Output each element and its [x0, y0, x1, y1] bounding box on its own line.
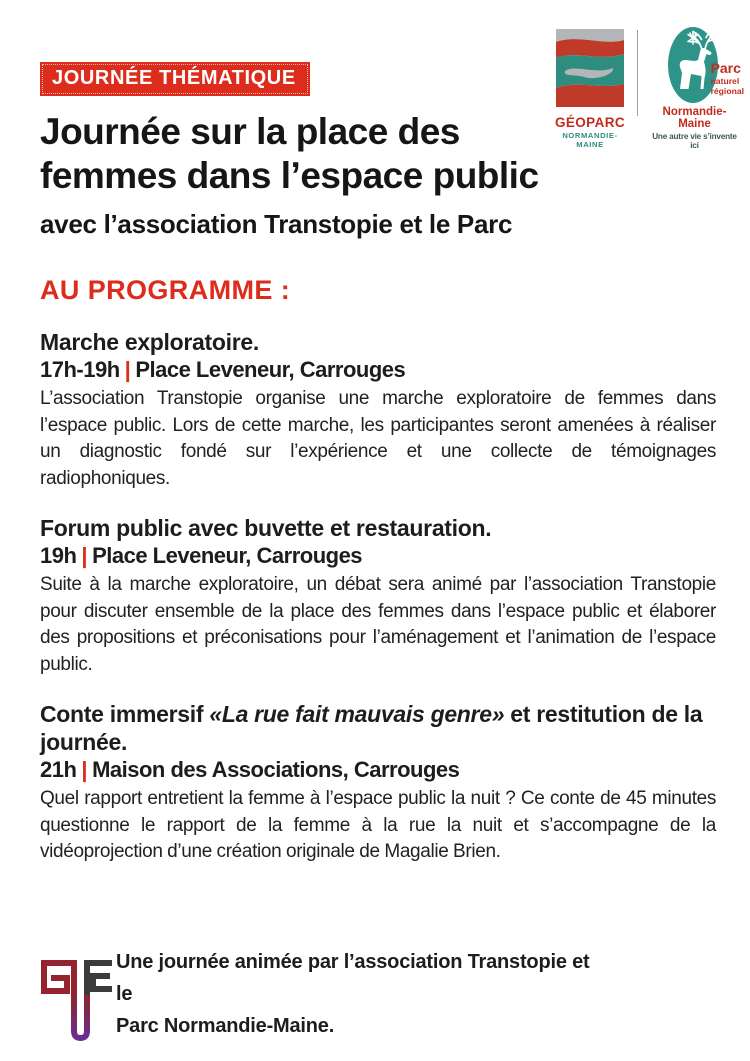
thematic-day-badge-label: JOURNÉE THÉMATIQUE: [52, 67, 296, 89]
parc-word: Parc: [710, 60, 741, 76]
event-when: [40, 542, 716, 570]
footer-credit: [116, 946, 596, 1042]
time-place-separator: |: [81, 757, 88, 782]
event-time: 19h: [40, 543, 77, 568]
page-title-line2: femmes dans l’espace public: [40, 155, 539, 196]
event-title: Forum public avec buvette et restauration.: [40, 515, 492, 541]
event-forum-public: [40, 514, 716, 678]
page-subtitle: avec l’association Transtopie et le Parc: [40, 209, 513, 239]
event-when: [40, 356, 716, 384]
event-place: Place Leveneur, Carrouges: [135, 357, 406, 382]
event-conte-immersif: [40, 700, 716, 866]
page-title-line1: Journée sur la place des: [40, 111, 460, 152]
event-place: Maison des Associations, Carrouges: [92, 757, 460, 782]
event-title: [40, 700, 716, 756]
parc-tagline: Une autre vie s’invente ici: [652, 132, 737, 150]
footer-credit-line2: Parc Normandie-Maine.: [116, 1015, 335, 1037]
page-title: [40, 110, 716, 198]
event-place: Place Leveneur, Carrouges: [92, 543, 363, 568]
geoparc-subname: NORMANDIE-MAINE: [562, 131, 618, 149]
event-title: Marche exploratoire.: [40, 329, 259, 355]
parc-name: Normandie-Maine: [662, 106, 727, 130]
event-description: Quel rapport entretient la femme à l’espace public la nuit ? Ce conte de 45 minutes questionne le rapport de la femme à la rue la nuit et s’accompagne de la vidéoprojection d’une création originale de Magalie Brien.: [40, 788, 716, 862]
parc-wordmark: [711, 61, 744, 95]
footer-credit-line1: Une journée animée par l’association Transtopie et le: [116, 951, 590, 1005]
parc-word-regional: régional: [710, 85, 744, 96]
event-time: 21h: [40, 757, 77, 782]
event-when: [40, 756, 716, 784]
time-place-separator: |: [81, 543, 88, 568]
time-place-separator: |: [124, 357, 131, 382]
event-description: L’association Transtopie organise une marche exploratoire de femmes dans l’espace public. Lors de cette marche, les participantes seront amenées à réaliser un diagnostic fondé sur l’expérience et une collecte de témoignages radiophoniques.: [40, 388, 716, 489]
thematic-day-badge: [40, 62, 310, 96]
event-time: 17h-19h: [40, 357, 120, 382]
poster-content: [40, 110, 716, 866]
transtopie-logo: [30, 942, 112, 1042]
event-title-quote: «La rue fait mauvais genre»: [209, 701, 505, 727]
program-heading: AU PROGRAMME :: [40, 275, 291, 305]
event-title-prefix: Conte immersif: [40, 701, 210, 727]
event-marche-exploratoire: [40, 328, 716, 492]
geoparc-emblem-icon: [556, 29, 624, 107]
parc-word-naturel: naturel: [710, 75, 740, 86]
event-description: Suite à la marche exploratoire, un débat sera animé par l’association Transtopie pour discuter ensemble de la place des femmes dans l’espace public et élaborer des propositions et préconisations pour l’aménagement et l’animation de l’espace public.: [40, 574, 716, 675]
event-title-suffix: et restitution de la journée.: [40, 701, 703, 755]
logo-divider: [637, 30, 638, 116]
geoparc-name: GÉOPARC: [554, 115, 626, 130]
